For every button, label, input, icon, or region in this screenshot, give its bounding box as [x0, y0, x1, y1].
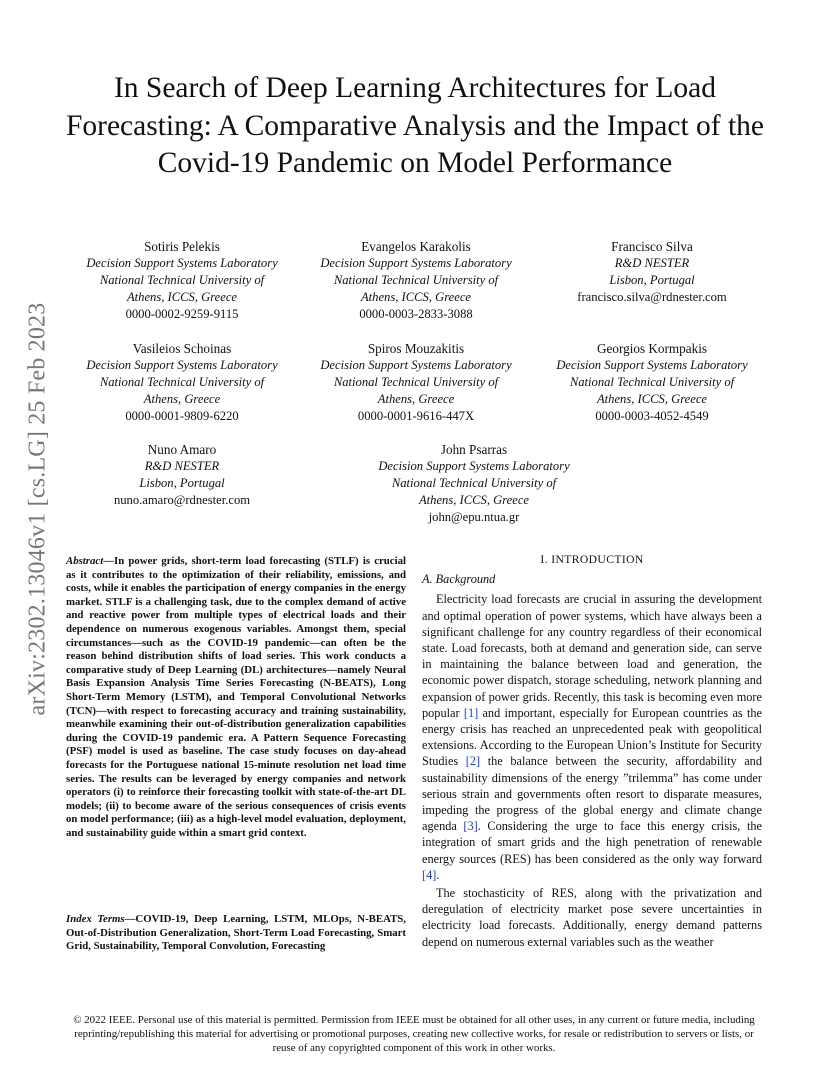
subsection-heading: A. Background: [422, 572, 496, 587]
author-email: john@epu.ntua.gr: [428, 510, 520, 524]
author-name: Georgios Kormpakis: [596, 341, 707, 356]
author-affiliation: Athens, ICCS, Greece: [418, 493, 530, 507]
author-orcid: 0000-0002-9259-9115: [125, 307, 239, 321]
author-affiliation: Decision Support Systems Laboratory: [556, 358, 748, 372]
paragraph-text: . Considering the urge to face this energy crisis, the integration of smart grids and the high penetration of renewable energy sources (RES) has been considered as the only way forward: [422, 819, 762, 866]
author-orcid: 0000-0003-4052-4549: [595, 409, 709, 423]
author-affiliation: Athens, ICCS, Greece: [360, 290, 472, 304]
author-email: francisco.silva@rdnester.com: [577, 290, 727, 304]
author-email: nuno.amaro@rdnester.com: [113, 493, 251, 507]
citation-link[interactable]: [1]: [463, 705, 479, 720]
author-orcid: 0000-0001-9616-447X: [357, 409, 475, 423]
author-affiliation: Athens, Greece: [377, 392, 455, 406]
author-orcid: 0000-0001-9809-6220: [125, 409, 239, 423]
abstract-label: Abstract: [66, 555, 104, 567]
author-name: Evangelos Karakolis: [361, 239, 471, 254]
paragraph-text: and important, especially for European countries as the energy crisis has reached an unprecedented peak with geopolitical extensions. According to the European Union’s Institute for Security Studies: [422, 705, 762, 769]
author-name: Nuno Amaro: [147, 442, 217, 457]
author-name: Spiros Mouzakitis: [367, 341, 465, 356]
author-affiliation: National Technical University of: [99, 375, 265, 389]
author-block: [60, 340, 304, 425]
author-affiliation: Decision Support Systems Laboratory: [378, 459, 570, 473]
author-affiliation: Athens, ICCS, Greece: [126, 290, 238, 304]
author-orcid: 0000-0003-2833-3088: [359, 307, 473, 321]
author-affiliation: National Technical University of: [391, 476, 557, 490]
author-block: [294, 238, 538, 323]
paragraph-text: the balance between the security, affordability and sustainability dimensions of the energy ”trilemma” has come under serious strain and governments often resort to disparate measures, impeding the progress of the global energy and climate change agenda: [422, 754, 762, 834]
author-affiliation: Lisbon, Portugal: [609, 273, 695, 287]
citation-link[interactable]: [4]: [422, 867, 437, 882]
author-block: [294, 340, 538, 425]
citation-link[interactable]: [2]: [465, 754, 481, 769]
author-affiliation: R&D NESTER: [614, 256, 690, 270]
abstract: [66, 555, 406, 840]
author-block: [530, 340, 774, 425]
paragraph-text: Electricity load forecasts are crucial in assuring the development and optimal operation of power systems, which have always been a significant challenge for any country regardless of their economical state. Load forecasts, both at demand and generation side, can serve in maintaining the balance between load and generation, the economic power dispatch, storage scheduling, network planning and expansion of power grids. Recently, this task is becoming even more popular: [422, 592, 762, 720]
author-affiliation: Lisbon, Portugal: [139, 476, 225, 490]
paragraph: The stochasticity of RES, along with the privatization and deregulation of electricity market pose severe uncertainties in electricity load forecasts. Additionally, energy demand patterns depend on numerous external variables such as the weather: [422, 886, 762, 949]
author-block: [60, 238, 304, 323]
arxiv-stamp: [22, 288, 54, 730]
author-name: Vasileios Schoinas: [132, 341, 232, 356]
author-affiliation: Decision Support Systems Laboratory: [86, 358, 278, 372]
author-affiliation: Decision Support Systems Laboratory: [320, 256, 512, 270]
author-affiliation: Decision Support Systems Laboratory: [86, 256, 278, 270]
author-affiliation: R&D NESTER: [144, 459, 220, 473]
author-block: [352, 441, 596, 526]
author-name: Francisco Silva: [611, 239, 693, 254]
author-affiliation: Athens, ICCS, Greece: [596, 392, 708, 406]
author-block: [530, 238, 774, 306]
section-heading: I. INTRODUCTION: [540, 553, 644, 566]
index-terms-text: —COVID-19, Deep Learning, LSTM, MLOps, N-BEATS, Out-of-Distribution Generalization, Short-Term Load Forecasting, Smart Grid, Sustainability, Temporal Convolution, Forecasting: [66, 913, 406, 953]
author-affiliation: Decision Support Systems Laboratory: [320, 358, 512, 372]
author-affiliation: Athens, Greece: [143, 392, 221, 406]
author-affiliation: National Technical University of: [569, 375, 735, 389]
arxiv-id: arXiv:2302.13046v1 [cs.LG] 25 Feb 2023: [24, 302, 51, 716]
author-name: Sotiris Pelekis: [144, 239, 220, 254]
author-block: [60, 441, 304, 509]
index-terms-label: Index Terms: [66, 913, 125, 925]
author-affiliation: National Technical University of: [333, 375, 499, 389]
paper-title: In Search of Deep Learning Architectures for Load Forecasting: A Comparative Analysis and the Impact of the Covid-19 Pandemic on Model Performance: [65, 72, 765, 179]
abstract-text: —In power grids, short-term load forecasting (STLF) is crucial as it contributes to the optimization of their reliability, emissions, and costs, while it enables the participation of energy companies in the energy market. STLF is a challenging task, due to the complex demand of active and reactive power from multiple types of electrical loads and their dependence on numerous exogenous variables. Amongst them, special circumstances—such as the COVID-19 pandemic—can often be the reason behind distribution shifts of load series. This work conducts a comparative study of Deep Learning (DL) architectures—namely Neural Basis Expansion Analysis Time Series Forecasting (N-BEATS), Long Short-Term Memory (LSTM), and Temporal Convolutional Networks (TCN)—with respect to forecasting accuracy and training sustainability, meanwhile examining their out-of-distribution generalization capabilities during the COVID-19 pandemic era. A Pattern Sequence Forecasting (PSF) model is used as baseline. The case study focuses on day-ahead forecasts for the Portuguese national 15-minute resolution net load time series. The results can be leveraged by energy companies and network operators (i) to reinforce their forecasting toolkit with state-of-the-art DL models; (ii) to become aware of the serious consequences of crisis events on model performance; (iii) as a high-level model evaluation, deployment, and sustainability guide within a smart grid context.: [66, 555, 406, 839]
citation-link[interactable]: [3]: [463, 819, 478, 834]
paragraph-text: .: [436, 867, 440, 882]
author-name: John Psarras: [440, 442, 508, 457]
introduction: [422, 552, 762, 952]
copyright-notice: © 2022 IEEE. Personal use of this material is permitted. Permission from IEEE must be obtained for all other uses, in any current or future media, including reprinting/republishing this material for advertising or promotional purposes, creating new collective works, for resale or redistribution to servers or lists, or reuse of any copyrighted component of this work in other works.: [73, 1014, 755, 1054]
author-affiliation: National Technical University of: [333, 273, 499, 287]
paragraph: [422, 591, 762, 883]
author-affiliation: National Technical University of: [99, 273, 265, 287]
index-terms: [66, 913, 406, 954]
